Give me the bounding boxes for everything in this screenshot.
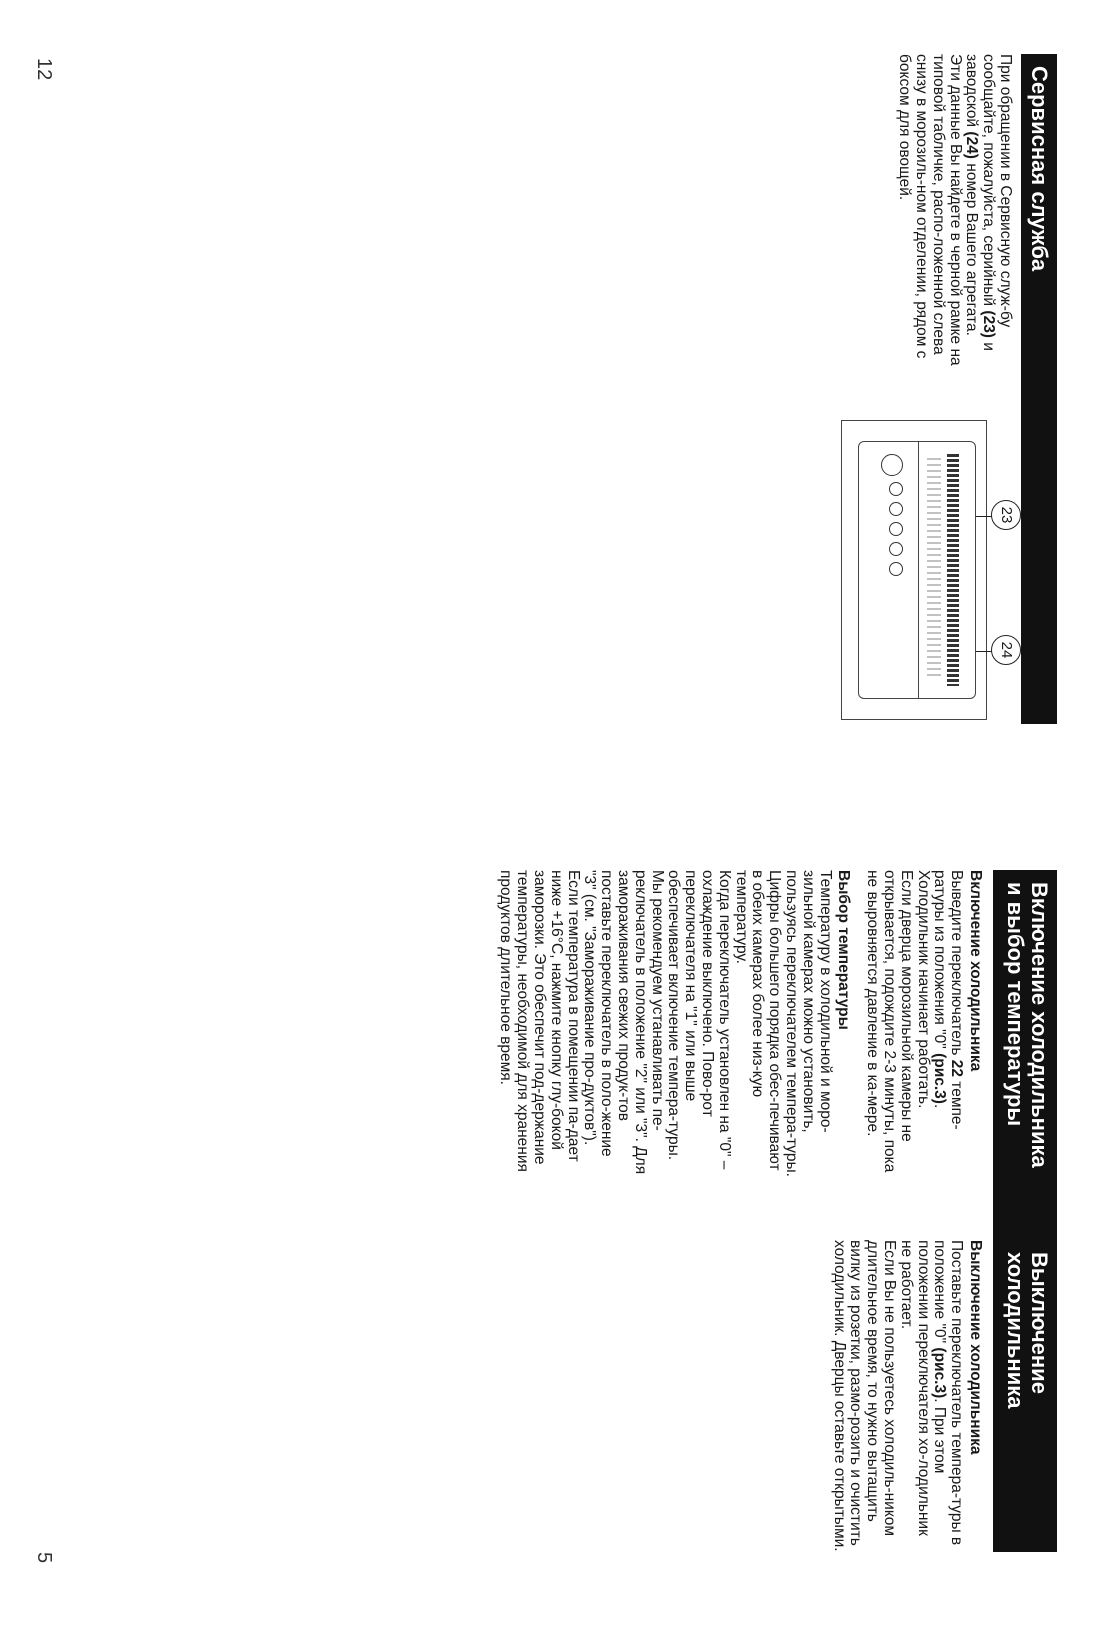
switch-off-text: [830, 1240, 983, 1552]
switch-on-title: [993, 870, 1057, 1294]
symbol-circle: [889, 542, 903, 556]
temperature-paragraph-1: Температуру в холодильной и моро-зильной камерах можно установить, пользуясь переключателем темпера-туры. Цифры большего порядка обес-печивают в обеих камерах более низ-кую температуру.: [732, 870, 834, 1177]
symbol-circle: [889, 482, 903, 496]
callout-23: 23: [991, 500, 1021, 530]
temperature-paragraph-3: Мы рекомендуем устанавливать пе-реключатель в положение "2" или "3". Для замораживания свежих продук-тов поставьте переключатель в поло-жение "3" (см. "Замораживание про-дуктов").: [581, 870, 666, 1175]
service-title: [1021, 54, 1057, 724]
symbol-circle: [889, 502, 903, 516]
temperature-paragraph-2: Когда переключатель установлен на "0" – охлаждение выключено. Пово-рот переключателя на "1" или выше обеспечивает включение темпера-туры.: [665, 870, 733, 1170]
switch-off-paragraph-2: Если Вы не пользуетесь холодиль-ником длительное время, то нужно вытащить вилку из розетки, размо-розить и очистить холодильник. Дверцы оставьте открытыми.: [830, 1240, 899, 1552]
switch-on-subheading: Включение холодильника: [967, 870, 984, 1072]
symbol-circle: [881, 454, 903, 476]
service-paragraph-2: Эти данные Вы найдете в черной рамке на типовой табличке, распо-ложенной слева снизу в морозиль-ном отделении, рядом с боксом для овощей.: [896, 54, 964, 366]
symbol-circle: [889, 562, 903, 576]
serial-number-field: [947, 454, 959, 686]
switch-off-title-line-1: Выключение: [1027, 1252, 1052, 1394]
switch-on-text: [497, 870, 983, 1180]
temperature-subheading: Выбор температуры: [835, 870, 853, 1030]
switch-on-title-line-2: и выбор температуры: [1003, 882, 1028, 1127]
page-number-right: 5: [33, 1552, 55, 1564]
switch-off-subheading: Выключение холодильника: [967, 1240, 984, 1455]
switch-on-paragraph-2: Если дверца морозильной камеры не открывается, подождите 2-3 минуты, пока не выровняется давление в ка-мере.: [864, 870, 915, 1173]
service-paragraph-1: При обращении в Сервисную служ-бу сообщайте, пожалуйста, серийный (23) и заводской (24) номер Вашего агрегата.: [963, 54, 1014, 351]
symbol-circle: [889, 522, 903, 536]
page-number-left: 12: [33, 58, 55, 81]
rating-plate: [858, 441, 976, 699]
switch-off-paragraph-1: Поставьте переключатель темпера-туры в положение "0" (рис.3). При этом положении переключателя хо-лодильник не работает.: [897, 1240, 966, 1546]
rating-plate-figure: [841, 420, 987, 720]
callout-24: 24: [991, 635, 1021, 665]
switch-off-title-line-2: холодильника: [1003, 1252, 1028, 1409]
plate-symbols: [881, 454, 903, 576]
switch-on-paragraph-1: Выведите переключатель 22 темпе-ратуры из положения "0" (рис.3). Холодильник начинает работать.: [914, 870, 966, 1130]
plate-divider: [918, 442, 919, 698]
switch-on-title-line-1: Включение холодильника: [1027, 882, 1052, 1168]
service-title-text: Сервисная служба: [1027, 66, 1052, 272]
temperature-paragraph-4: Если температура в помещении па-дает ниже +16°С, нажмите кнопку глу-бокой заморозки. Это обеспечит под-держание температуры, необходимой для хранения продуктов длительное время.: [497, 870, 582, 1172]
plate-fine-print: [927, 458, 941, 678]
service-text: [895, 54, 1013, 384]
switch-off-title: [993, 1240, 1057, 1552]
